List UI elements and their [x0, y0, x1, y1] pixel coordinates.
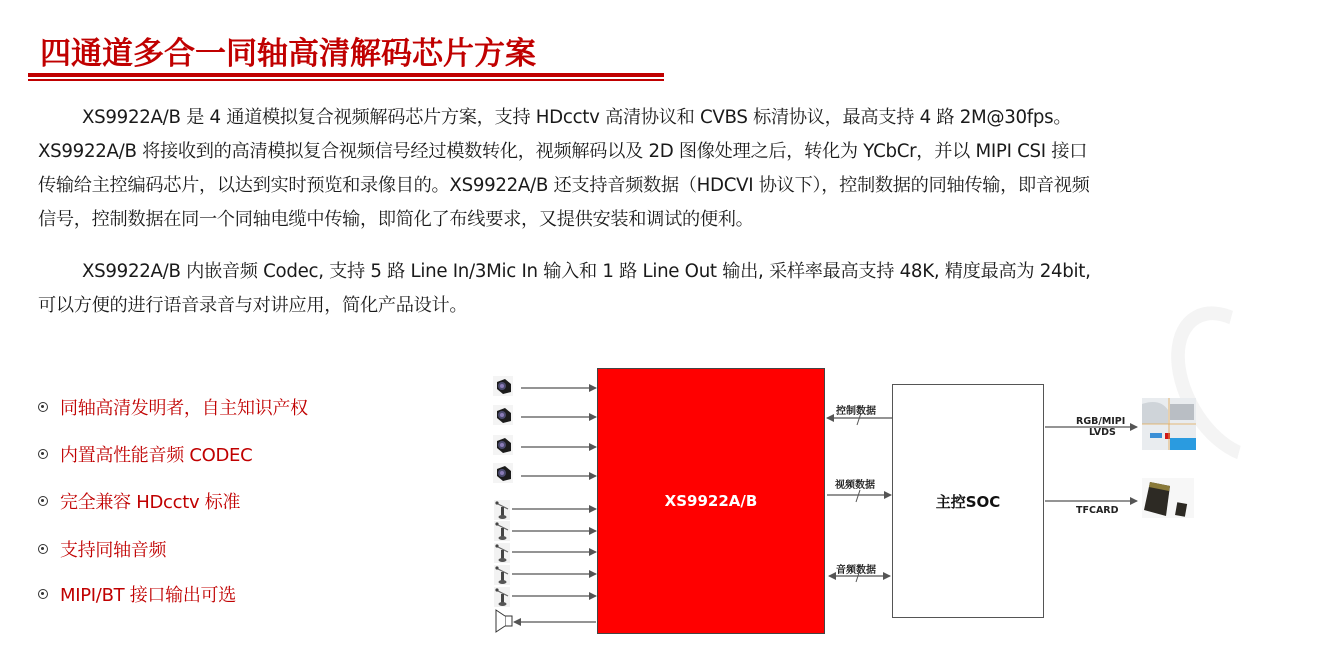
feature-item: MIPI/BT 接口输出可选: [38, 581, 236, 607]
main-soc-block: [892, 384, 1044, 618]
page-title: 四通道多合一同轴高清解码芯片方案: [40, 36, 536, 72]
paragraph-line: XS9922A/B 是 4 通道模拟复合视频解码芯片方案，支持 HDcctv 高清协议和 CVBS 标清协议，最高支持 4 路 2M@30fps。: [82, 107, 1072, 128]
paragraph-line: 信号，控制数据在同一个同轴电缆中传输，即简化了布线要求，又提供安装和调试的便利。: [38, 209, 754, 230]
video-data-label: 视频数据: [835, 480, 875, 491]
display-output-label: RGB/MIPI LVDS: [1076, 416, 1126, 438]
paragraph-line: XS9922A/B 内嵌音频 Codec, 支持 5 路 Line In/3Mic In 输入和 1 路 Line Out 输出, 采样率最高支持 48K, 精度最高为 24bit,: [82, 261, 1091, 282]
feature-item: 同轴高清发明者，自主知识产权: [38, 394, 308, 420]
microphone-inputs: [494, 500, 596, 607]
speaker-output: [496, 610, 596, 632]
soc-label: 主控SOC: [935, 492, 1001, 511]
paragraph-line: XS9922A/B 将接收到的高清模拟复合视频信号经过模数转化，视频解码以及 2D 图像处理之后，转化为 YCbCr，并以 MIPI CSI 接口: [38, 141, 1088, 162]
decoder-chip-block: [597, 368, 825, 634]
paragraph-line: 传输给主控编码芯片，以达到实时预览和录像目的。XS9922A/B 还支持音频数据（HDCVI 协议下），控制数据的同轴传输，即音视频: [38, 175, 1090, 196]
feature-item: 内置高性能音频 CODEC: [38, 441, 252, 467]
sd-card-icon: [1142, 478, 1194, 518]
feature-item: 完全兼容 HDcctv 标准: [38, 488, 240, 514]
control-data-label: 控制数据: [836, 406, 876, 417]
camera-inputs: [493, 376, 596, 483]
feature-item: 支持同轴音频: [38, 536, 166, 562]
paragraph-line: 可以方便的进行语音录音与对讲应用，简化产品设计。: [38, 295, 468, 316]
storage-output-label: TFCARD: [1076, 505, 1119, 516]
display-thumbnail-icon: [1142, 398, 1196, 450]
audio-data-label: 音频数据: [836, 565, 876, 576]
chip-label: XS9922A/B: [664, 492, 758, 510]
